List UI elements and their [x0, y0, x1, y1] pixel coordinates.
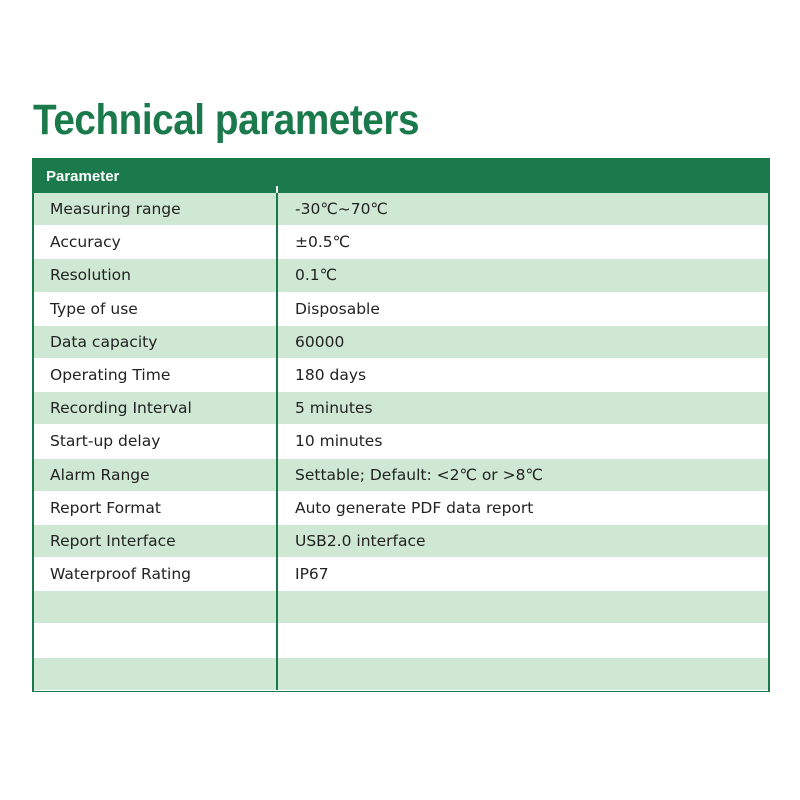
header-parameter: Parameter: [46, 168, 120, 185]
value-cell: -30℃~70℃: [295, 200, 388, 218]
header-divider: [276, 186, 278, 193]
value-cell: ±0.5℃: [295, 233, 351, 252]
parameter-cell: Report Interface: [50, 531, 176, 550]
parameter-cell: Waterproof Rating: [50, 565, 192, 584]
parameter-cell: Type of use: [50, 299, 138, 318]
value-cell: Auto generate PDF data report: [295, 498, 534, 517]
table-row: [34, 392, 768, 425]
parameter-cell: Accuracy: [50, 233, 121, 252]
table-row: [34, 226, 768, 259]
value-cell: IP67: [295, 565, 329, 584]
parameter-cell: Report Format: [50, 498, 161, 517]
table-header-row: [34, 160, 768, 193]
parameter-cell: Recording Interval: [50, 399, 192, 418]
value-cell: Settable; Default: <2℃ or >8℃: [295, 465, 543, 484]
value-cell: 10 minutes: [295, 432, 383, 451]
table-row: [34, 558, 768, 591]
parameters-table: [32, 158, 770, 692]
parameter-cell: Resolution: [50, 266, 131, 285]
table-row: [34, 492, 768, 525]
value-cell: 60000: [295, 332, 345, 351]
table-row: [34, 658, 768, 691]
column-divider: [276, 193, 278, 690]
value-cell: USB2.0 interface: [295, 531, 426, 550]
table-row: [34, 459, 768, 492]
table-body: [34, 193, 768, 691]
value-cell: 180 days: [295, 365, 367, 384]
table-row: [34, 193, 768, 226]
value-cell: 5 minutes: [295, 399, 373, 418]
parameter-cell: Start-up delay: [50, 432, 161, 451]
table-row: [34, 359, 768, 392]
table-row: [34, 591, 768, 624]
parameter-cell: Operating Time: [50, 365, 171, 384]
parameter-cell: Measuring range: [50, 200, 181, 218]
value-cell: 0.1℃: [295, 266, 338, 285]
table-row: [34, 326, 768, 359]
value-cell: Disposable: [295, 299, 380, 318]
table-row: [34, 525, 768, 558]
table-row: [34, 624, 768, 657]
table-row: [34, 425, 768, 458]
parameter-cell: Alarm Range: [50, 465, 150, 484]
parameter-cell: Data capacity: [50, 332, 158, 351]
page-title: Technical parameters: [33, 96, 420, 144]
table-row: [34, 293, 768, 326]
table-row: [34, 259, 768, 292]
